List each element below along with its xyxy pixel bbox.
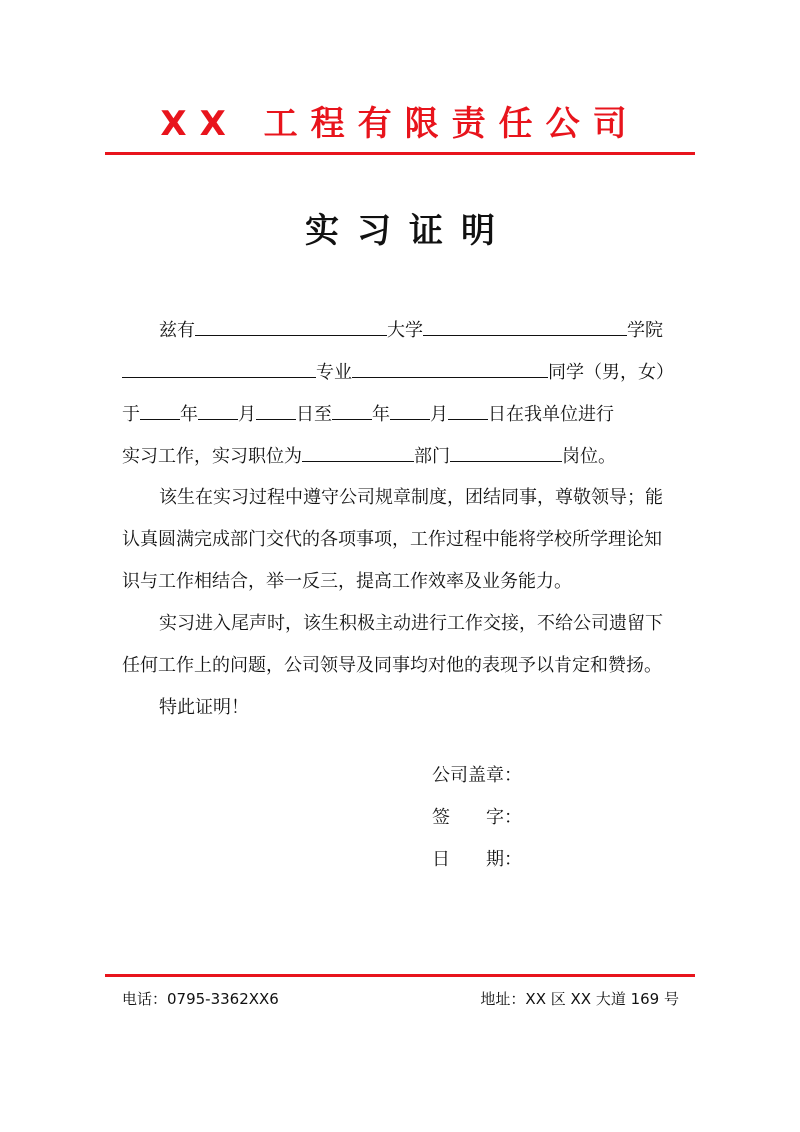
header-divider (105, 152, 695, 155)
month-label-2: 月 (430, 404, 448, 425)
start-year-blank (140, 400, 180, 420)
university-label: 大学 (387, 320, 423, 341)
college-blank (122, 358, 316, 378)
major-blank (352, 358, 548, 378)
day-to-label: 日至 (296, 404, 332, 425)
post-label: 岗位。 (562, 446, 616, 467)
position-label: 实习工作，实习职位为 (122, 446, 302, 467)
student-label: 同学（男，女） (548, 362, 674, 383)
department-label: 部门 (414, 446, 450, 467)
end-day-blank (448, 400, 488, 420)
end-year-blank (332, 400, 372, 420)
name-blank (195, 316, 387, 336)
footer-divider (105, 974, 695, 977)
form-line-4 (122, 442, 616, 469)
university-blank (423, 316, 627, 336)
year-label: 年 (180, 404, 198, 425)
paragraph-2-line-2: 任何工作上的问题，公司领导及同事均对他的表现予以肯定和赞扬。 (122, 655, 662, 676)
internship-place-label: 日在我单位进行 (488, 404, 614, 425)
start-month-blank (198, 400, 238, 420)
paragraph-1-line-3: 识与工作相结合，举一反三，提高工作效率及业务能力。 (122, 571, 572, 592)
month-label: 月 (238, 404, 256, 425)
intro-label: 兹有 (159, 320, 195, 341)
year-label-2: 年 (372, 404, 390, 425)
company-seal-label: 公司盖章： (432, 765, 522, 786)
post-blank (450, 442, 562, 462)
major-label: 专业 (316, 362, 352, 383)
signature-label: 签 字： (432, 807, 522, 828)
form-line-1 (159, 316, 663, 343)
start-day-blank (256, 400, 296, 420)
document-title: 实习证明 (305, 211, 513, 251)
form-line-3 (122, 400, 614, 427)
paragraph-2-line-1: 实习进入尾声时，该生积极主动进行工作交接，不给公司遗留下 (159, 613, 663, 634)
closing-statement: 特此证明！ (159, 697, 249, 718)
from-label: 于 (122, 404, 140, 425)
footer-phone: 电话：0795-3362XX6 (122, 990, 279, 1008)
footer-address: 地址：XX 区 XX 大道 169 号 (480, 990, 679, 1008)
form-line-2 (122, 358, 674, 385)
college-label: 学院 (627, 320, 663, 341)
paragraph-1-line-2: 认真圆满完成部门交代的各项事项，工作过程中能将学校所学理论知 (122, 529, 662, 550)
department-blank (302, 442, 414, 462)
company-name: XX 工程有限责任公司 (160, 104, 640, 144)
paragraph-1-line-1: 该生在实习过程中遵守公司规章制度，团结同事，尊敬领导；能 (159, 487, 663, 508)
date-label: 日 期： (432, 849, 522, 870)
end-month-blank (390, 400, 430, 420)
